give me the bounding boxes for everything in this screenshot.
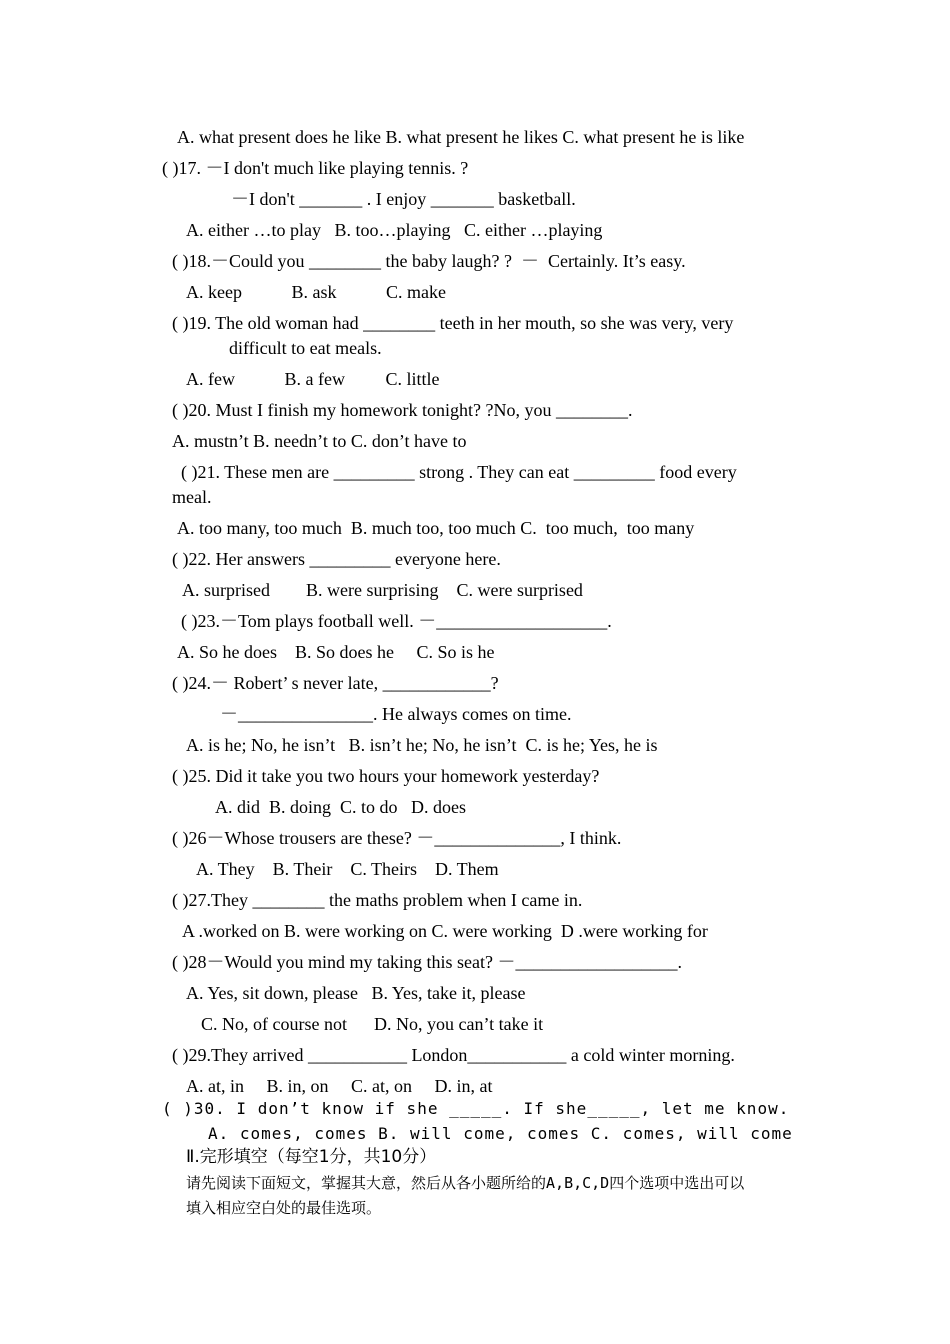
- section2-title: Ⅱ.完形填空（每空1分，共10分）: [186, 1147, 437, 1167]
- q28-stem: ( )28－Would you mind my taking this seat? －__________________.: [172, 952, 683, 972]
- q30-options: A. comes, comes B. will come, comes C. comes, will come: [208, 1124, 793, 1143]
- section2-instruction-line1: 请先阅读下面短文，掌握其大意，然后从各小题所给的A,B,C,D四个选项中选出可以: [186, 1174, 745, 1192]
- q24-options: A. is he; No, he isn’t B. isn’t he; No, he isn’t C. is he; Yes, he is: [186, 735, 658, 755]
- q28-options-line2: C. No, of course not D. No, you can’t take it: [201, 1014, 544, 1034]
- q26-options: A. They B. Their C. Theirs D. Them: [196, 859, 499, 879]
- q27-stem: ( )27.They ________ the maths problem when I came in.: [172, 890, 583, 910]
- q25-stem: ( )25. Did it take you two hours your homework yesterday?: [172, 766, 600, 786]
- q23-stem: ( )23.－Tom plays football well. －___________________.: [181, 611, 612, 631]
- q20-stem: ( )20. Must I finish my homework tonight? ?No, you ________.: [172, 400, 633, 420]
- q19-stem-cont: difficult to eat meals.: [229, 338, 382, 358]
- q21-options: A. too many, too much B. much too, too much C. too much, too many: [177, 518, 695, 538]
- q19-options: A. few B. a few C. little: [186, 369, 440, 389]
- q29-stem: ( )29.They arrived ___________ London___________ a cold winter morning.: [172, 1045, 735, 1065]
- q23-options: A. So he does B. So does he C. So is he: [177, 642, 495, 662]
- q24-stem: ( )24.－ Robert’ s never late, ____________?: [172, 673, 499, 693]
- q22-options: A. surprised B. were surprising C. were surprised: [182, 580, 583, 600]
- q29-options: A. at, in B. in, on C. at, on D. in, at: [186, 1076, 493, 1096]
- q30-stem: ( )30. I don’t know if she _____. If she_____, let me know.: [162, 1099, 790, 1118]
- q28-options-line1: A. Yes, sit down, please B. Yes, take it, please: [186, 983, 526, 1003]
- q27-options: A .worked on B. were working on C. were working D .were working for: [182, 921, 708, 941]
- q17-stem: ( )17. －I don't much like playing tennis. ?: [162, 158, 469, 178]
- q20-options: A. mustn’t B. needn’t to C. don’t have to: [172, 431, 467, 451]
- q16-options: A. what present does he like B. what present he likes C. what present he is like: [177, 127, 745, 147]
- q26-stem: ( )26－Whose trousers are these? －______________, I think.: [172, 828, 622, 848]
- q22-stem: ( )22. Her answers _________ everyone here.: [172, 549, 501, 569]
- q21-stem-cont: meal.: [172, 487, 212, 507]
- q17-options: A. either …to play B. too…playing C. either …playing: [186, 220, 603, 240]
- q18-stem: ( )18.－Could you ________ the baby laugh? ? － Certainly. It’s easy.: [172, 251, 686, 271]
- q24-reply: －_______________. He always comes on time.: [220, 704, 572, 724]
- q18-options: A. keep B. ask C. make: [186, 282, 446, 302]
- q21-stem: ( )21. These men are _________ strong . They can eat _________ food every: [181, 462, 737, 482]
- q25-options: A. did B. doing C. to do D. does: [215, 797, 467, 817]
- q19-stem: ( )19. The old woman had ________ teeth in her mouth, so she was very, very: [172, 313, 734, 333]
- q17-reply: －I don't _______ . I enjoy _______ basketball.: [231, 189, 576, 209]
- section2-instruction-line2: 填入相应空白处的最佳选项。: [186, 1199, 382, 1217]
